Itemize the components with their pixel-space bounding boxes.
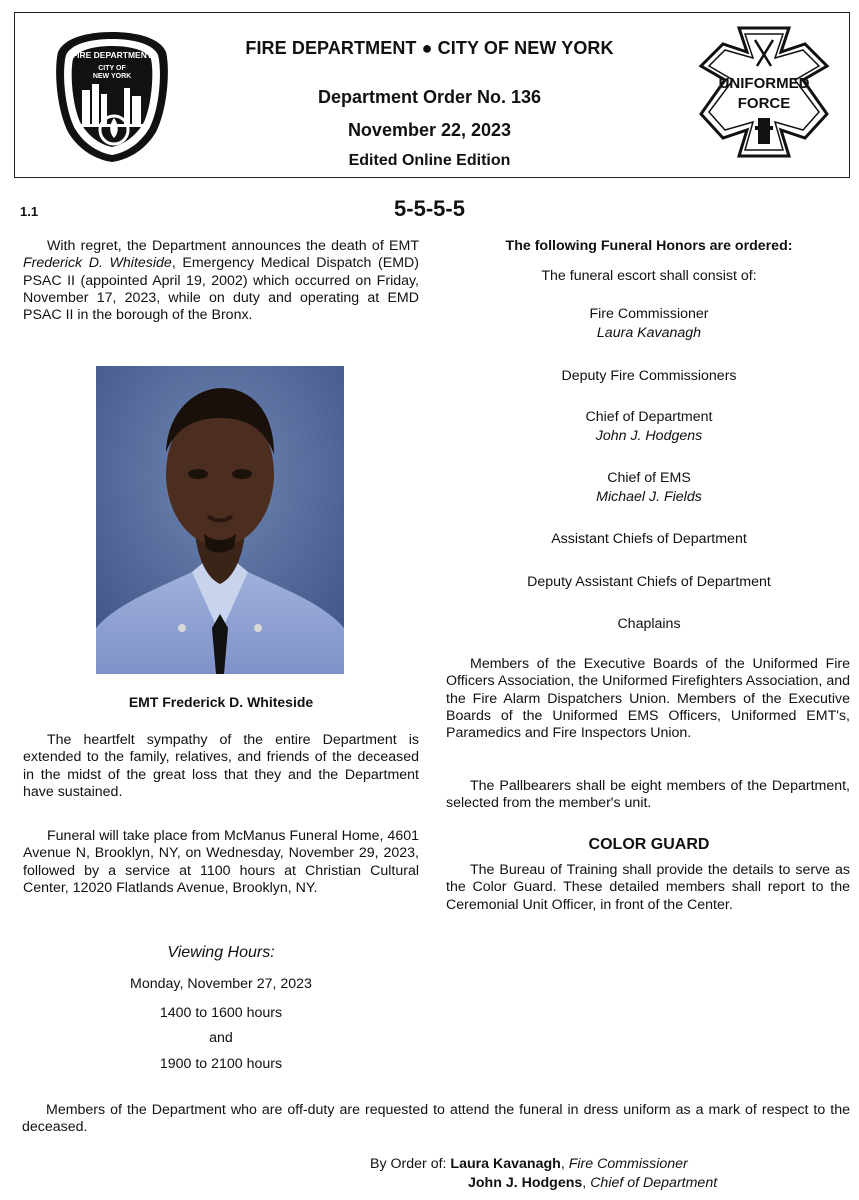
header-order-number: Department Order No. 136 (317, 87, 542, 107)
color-guard-paragraph: The Bureau of Training shall provide the details to serve as the Color Guard. These detailed members shall report to the Ceremonial Unit Officer, in front of the Center. (446, 862, 850, 913)
funeral-paragraph: Funeral will take place from McManus Funeral Home, 4601 Avenue N, Brooklyn, NY, on Wednesday, November 29, 2023, followed by a service at 1100 hours at Christian Cultural Center, 12020 Flatlands Avenue, Brooklyn, NY. (23, 828, 419, 896)
section-number: 1.1 (20, 204, 39, 219)
viewing-hours-first: 1400 to 1600 hours (159, 1005, 283, 1021)
viewing-date: Monday, November 27, 2023 (130, 976, 312, 992)
escort-title: Chaplains (617, 616, 681, 632)
escort-title: Deputy Assistant Chiefs of Department (527, 574, 771, 590)
header-department: FIRE DEPARTMENT ● CITY OF NEW YORK (245, 38, 614, 58)
escort-item (446, 573, 852, 592)
signature-line-1: By Order of: Laura Kavanagh, Fire Commissioner (370, 1156, 688, 1172)
escort-title: Fire Commissioner (589, 306, 709, 322)
portrait-photo (96, 366, 344, 674)
escort-item (446, 530, 852, 549)
escort-item (446, 408, 852, 446)
signer-name-1: Laura Kavanagh (450, 1156, 561, 1172)
deceased-name: Frederick D. Whiteside (23, 255, 172, 272)
escort-item (446, 615, 852, 634)
funeral-escort-intro: The funeral escort shall consist of: (541, 268, 757, 284)
viewing-hours-title: Viewing Hours: (167, 944, 275, 961)
signer-title-1: Fire Commissioner (568, 1156, 688, 1172)
escort-item (446, 367, 852, 386)
signature-line-2: John J. Hodgens, Chief of Department (468, 1175, 718, 1191)
escort-item (446, 469, 852, 507)
signer-title-2: Chief of Department (590, 1175, 718, 1191)
viewing-hours-second: 1900 to 2100 hours (159, 1056, 283, 1072)
funeral-honors-heading: The following Funeral Honors are ordered: (505, 238, 793, 254)
announcement-paragraph (23, 238, 419, 324)
executive-boards-paragraph: Members of the Executive Boards of the Uniformed Fire Officers Association, the Uniformed Firefighters Association, and the Fire Alarm Dispatchers Union. Members of the Executive Boards of the Uniformed EMS Officers, Uniformed EMT's, Paramedics and Fire Inspectors Union. (446, 656, 850, 742)
escort-name: Laura Kavanagh (596, 325, 702, 341)
escort-name: Michael J. Fields (596, 489, 702, 505)
sympathy-paragraph: The heartfelt sympathy of the entire Department is extended to the family, relatives, and friends of the deceased in the midst of the great loss that they and the Department have sustained. (23, 732, 419, 800)
logo-text-city-of: CITY OF (98, 65, 126, 72)
header-edition: Edited Online Edition (348, 152, 511, 169)
logo-text-new-york: NEW YORK (92, 73, 132, 80)
announcement-pre: With regret, the Department announces the death of EMT (47, 238, 419, 254)
photo-caption: EMT Frederick D. Whiteside (128, 694, 314, 710)
logo-text-force: FORCE (737, 95, 791, 112)
color-guard-heading: COLOR GUARD (588, 836, 710, 853)
escort-title: Chief of Department (585, 409, 713, 425)
viewing-hours-and: and (209, 1030, 233, 1046)
escort-title: Assistant Chiefs of Department (551, 531, 747, 547)
announcement-post: , Emergency Medical Dispatch (EMD) PSAC II (appointed April 19, 2002) which occurred on Friday, November 17, 2023, while on duty and operating at EMD PSAC II in the borough of the Bronx. (23, 255, 419, 324)
by-order-label: By Order of: (370, 1156, 451, 1172)
escort-title: Deputy Fire Commissioners (561, 368, 737, 384)
section-title: 5-5-5-5 (394, 196, 465, 221)
escort-title: Chief of EMS (607, 470, 691, 486)
escort-item (446, 305, 852, 343)
signer-name-2: John J. Hodgens (468, 1175, 583, 1191)
logo-text-fire-department: FIRE DEPARTMENT (71, 50, 153, 60)
header-date: November 22, 2023 (347, 120, 512, 140)
pallbearers-paragraph: The Pallbearers shall be eight members of the Department, selected from the member's unit. (446, 778, 850, 812)
closing-paragraph: Members of the Department who are off-duty are requested to attend the funeral in dress uniform as a mark of respect to the deceased. (22, 1102, 850, 1136)
logo-text-uniformed: UNIFORMED (718, 75, 810, 92)
escort-name: John J. Hodgens (595, 428, 703, 444)
